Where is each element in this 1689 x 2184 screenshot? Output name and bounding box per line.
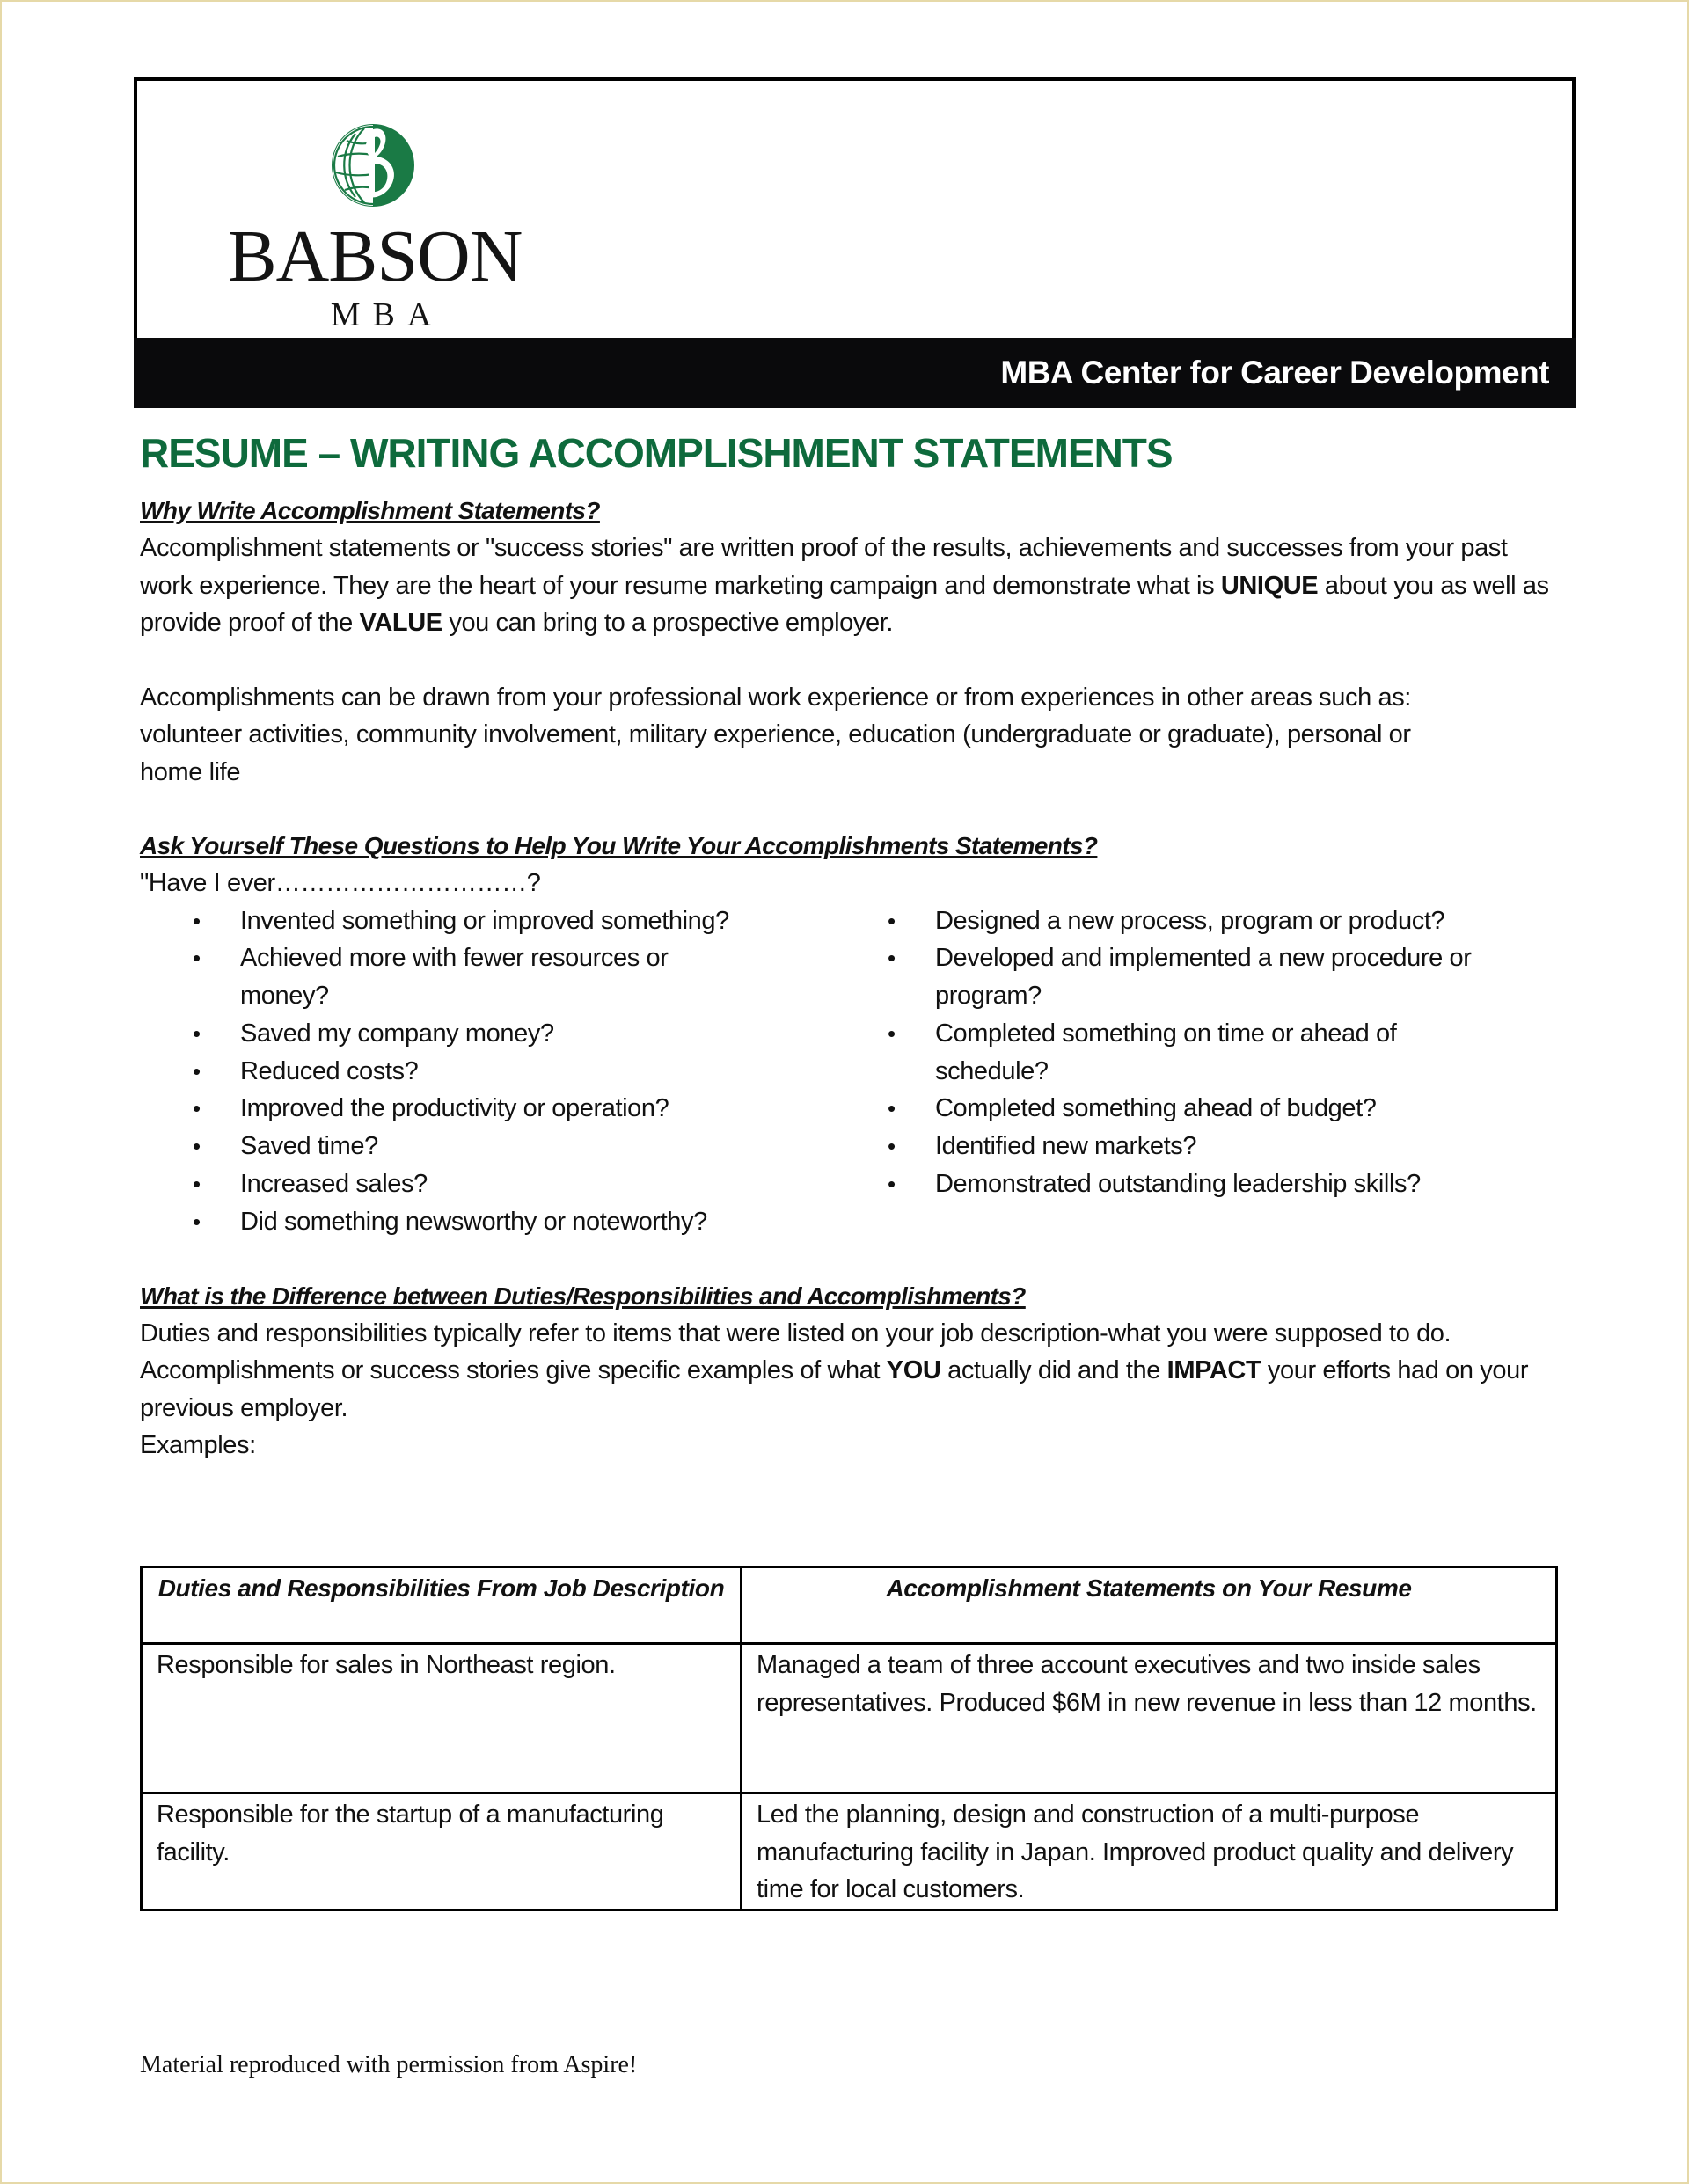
- babson-mba-logo: [208, 116, 542, 333]
- question-text: Designed a new process, program or product?: [935, 906, 1445, 935]
- bullet-icon: •: [888, 1019, 896, 1047]
- list-item: [193, 1128, 888, 1165]
- question-text: Increased sales?: [240, 1170, 428, 1199]
- list-item: [193, 939, 888, 1015]
- spacer: [140, 791, 1556, 828]
- question-text: Saved time?: [240, 1132, 378, 1161]
- question-text: Invented something or improved something?: [240, 906, 729, 935]
- list-item: [193, 1165, 888, 1203]
- difference-text-1: Duties and responsibilities typically refer to items that were listed on your job description-what you were supposed to do. Accomplishments or success stories give specific examples of what: [140, 1318, 1451, 1385]
- spacer: [140, 1241, 1556, 1278]
- table-cell-accomplishment: Managed a team of three account executives and two inside sales representatives. Produced $6M in new revenue in less than 12 months.: [742, 1644, 1557, 1793]
- table-cell-duty: Responsible for the startup of a manufacturing facility.: [142, 1793, 742, 1910]
- question-text: Saved my company money?: [240, 1019, 554, 1048]
- question-text: Achieved more with fewer resources or money?: [240, 944, 669, 1011]
- bullet-icon: •: [193, 1171, 201, 1198]
- bullet-icon: •: [193, 1057, 201, 1085]
- difference-paragraph: [140, 1315, 1547, 1428]
- list-item: [193, 1090, 888, 1128]
- bullet-icon: •: [193, 1019, 201, 1047]
- bullet-icon: •: [193, 1133, 201, 1160]
- bullet-icon: •: [193, 945, 201, 972]
- list-item: [193, 1015, 888, 1053]
- why-text-1: Accomplishment statements or "success stories" are written proof of the results, achievements and successes from your past work experience. They are the heart of your resume marketing campaign and demonstrate what is: [140, 534, 1508, 600]
- logo-subtitle: MBA: [330, 296, 444, 333]
- question-text: Identified new markets?: [935, 1132, 1197, 1161]
- question-text: Completed something on time or ahead of schedule?: [935, 1019, 1397, 1085]
- question-text: Completed something ahead of budget?: [935, 1094, 1377, 1123]
- table-cell-duty: Responsible for sales in Northeast region.: [142, 1644, 742, 1793]
- header-band: [134, 338, 1576, 408]
- questions-prompt: "Have I ever…………………………?: [140, 869, 541, 897]
- why-paragraph: [140, 530, 1556, 642]
- department-name: MBA Center for Career Development: [1000, 354, 1549, 391]
- table-header-row: [142, 1567, 1557, 1644]
- list-item: [193, 1203, 888, 1241]
- questions-list-left: [193, 902, 888, 1241]
- bullet-icon: •: [193, 1095, 201, 1122]
- bullet-icon: •: [193, 1208, 201, 1235]
- table-cell-accomplishment: Led the planning, design and construction of a multi-purpose manufacturing facility in Japan. Improved product quality and delivery time for local customers.: [742, 1793, 1557, 1910]
- difference-bold-you: YOU: [886, 1356, 941, 1385]
- why-bold-value: VALUE: [359, 609, 442, 637]
- sources-paragraph: Accomplishments can be drawn from your professional work experience or from experiences in other areas such as: volunteer activities, community involvement, military experience, education (undergraduate or graduate), personal or home life: [140, 683, 1411, 786]
- list-item: [888, 1165, 1503, 1203]
- bullet-icon: •: [888, 1171, 896, 1198]
- bullet-icon: •: [888, 1133, 896, 1160]
- bullet-icon: •: [193, 907, 201, 934]
- why-text-3: you can bring to a prospective employer.: [442, 609, 894, 637]
- header-box: [134, 77, 1576, 408]
- difference-text-3: your efforts had on your previous employer.: [140, 1356, 1529, 1422]
- bullet-icon: •: [888, 1095, 896, 1122]
- section-heading-why: Why Write Accomplishment Statements?: [140, 497, 600, 524]
- questions-grid: [140, 902, 1556, 1241]
- section-heading-difference: What is the Difference between Duties/Responsibilities and Accomplishments?: [140, 1282, 1026, 1310]
- babson-globe-b-icon: [329, 121, 417, 209]
- list-item: [888, 1015, 1503, 1091]
- logo-wordmark: BABSON: [227, 215, 523, 297]
- section-heading-questions: Ask Yourself These Questions to Help You Write Your Accomplishments Statements?: [140, 832, 1098, 859]
- why-bold-unique: UNIQUE: [1220, 571, 1319, 600]
- spacer: [140, 642, 1556, 679]
- examples-label: Examples:: [140, 1431, 256, 1460]
- questions-list-right: [888, 902, 1503, 1241]
- list-item: [888, 902, 1503, 940]
- list-item: [888, 1090, 1503, 1128]
- bullet-icon: •: [888, 907, 896, 934]
- table-row: [142, 1644, 1557, 1793]
- question-text: Demonstrated outstanding leadership skills?: [935, 1170, 1421, 1199]
- column-header-duties: Duties and Responsibilities From Job Description: [142, 1567, 742, 1644]
- list-item: [888, 1128, 1503, 1165]
- question-text: Reduced costs?: [240, 1056, 419, 1085]
- question-text: Improved the productivity or operation?: [240, 1094, 669, 1123]
- list-item: [888, 939, 1503, 1015]
- column-header-accomplishments: Accomplishment Statements on Your Resume: [742, 1567, 1557, 1644]
- difference-bold-impact: IMPACT: [1166, 1356, 1261, 1385]
- difference-text-2: actually did and the: [940, 1356, 1167, 1385]
- why-text-2: about you as well as provide proof of the: [140, 571, 1549, 637]
- examples-table: [140, 1566, 1558, 1911]
- page-title: RESUME – WRITING ACCOMPLISHMENT STATEMENTS: [140, 430, 1173, 476]
- question-text: Developed and implemented a new procedure or program?: [935, 944, 1472, 1011]
- table-row: [142, 1793, 1557, 1910]
- list-item: [193, 1053, 888, 1091]
- list-item: [193, 902, 888, 940]
- bullet-icon: •: [888, 945, 896, 972]
- document-body: [140, 422, 1556, 1465]
- footer-attribution: Material reproduced with permission from Aspire!: [140, 2051, 638, 2078]
- question-text: Did something newsworthy or noteworthy?: [240, 1207, 707, 1236]
